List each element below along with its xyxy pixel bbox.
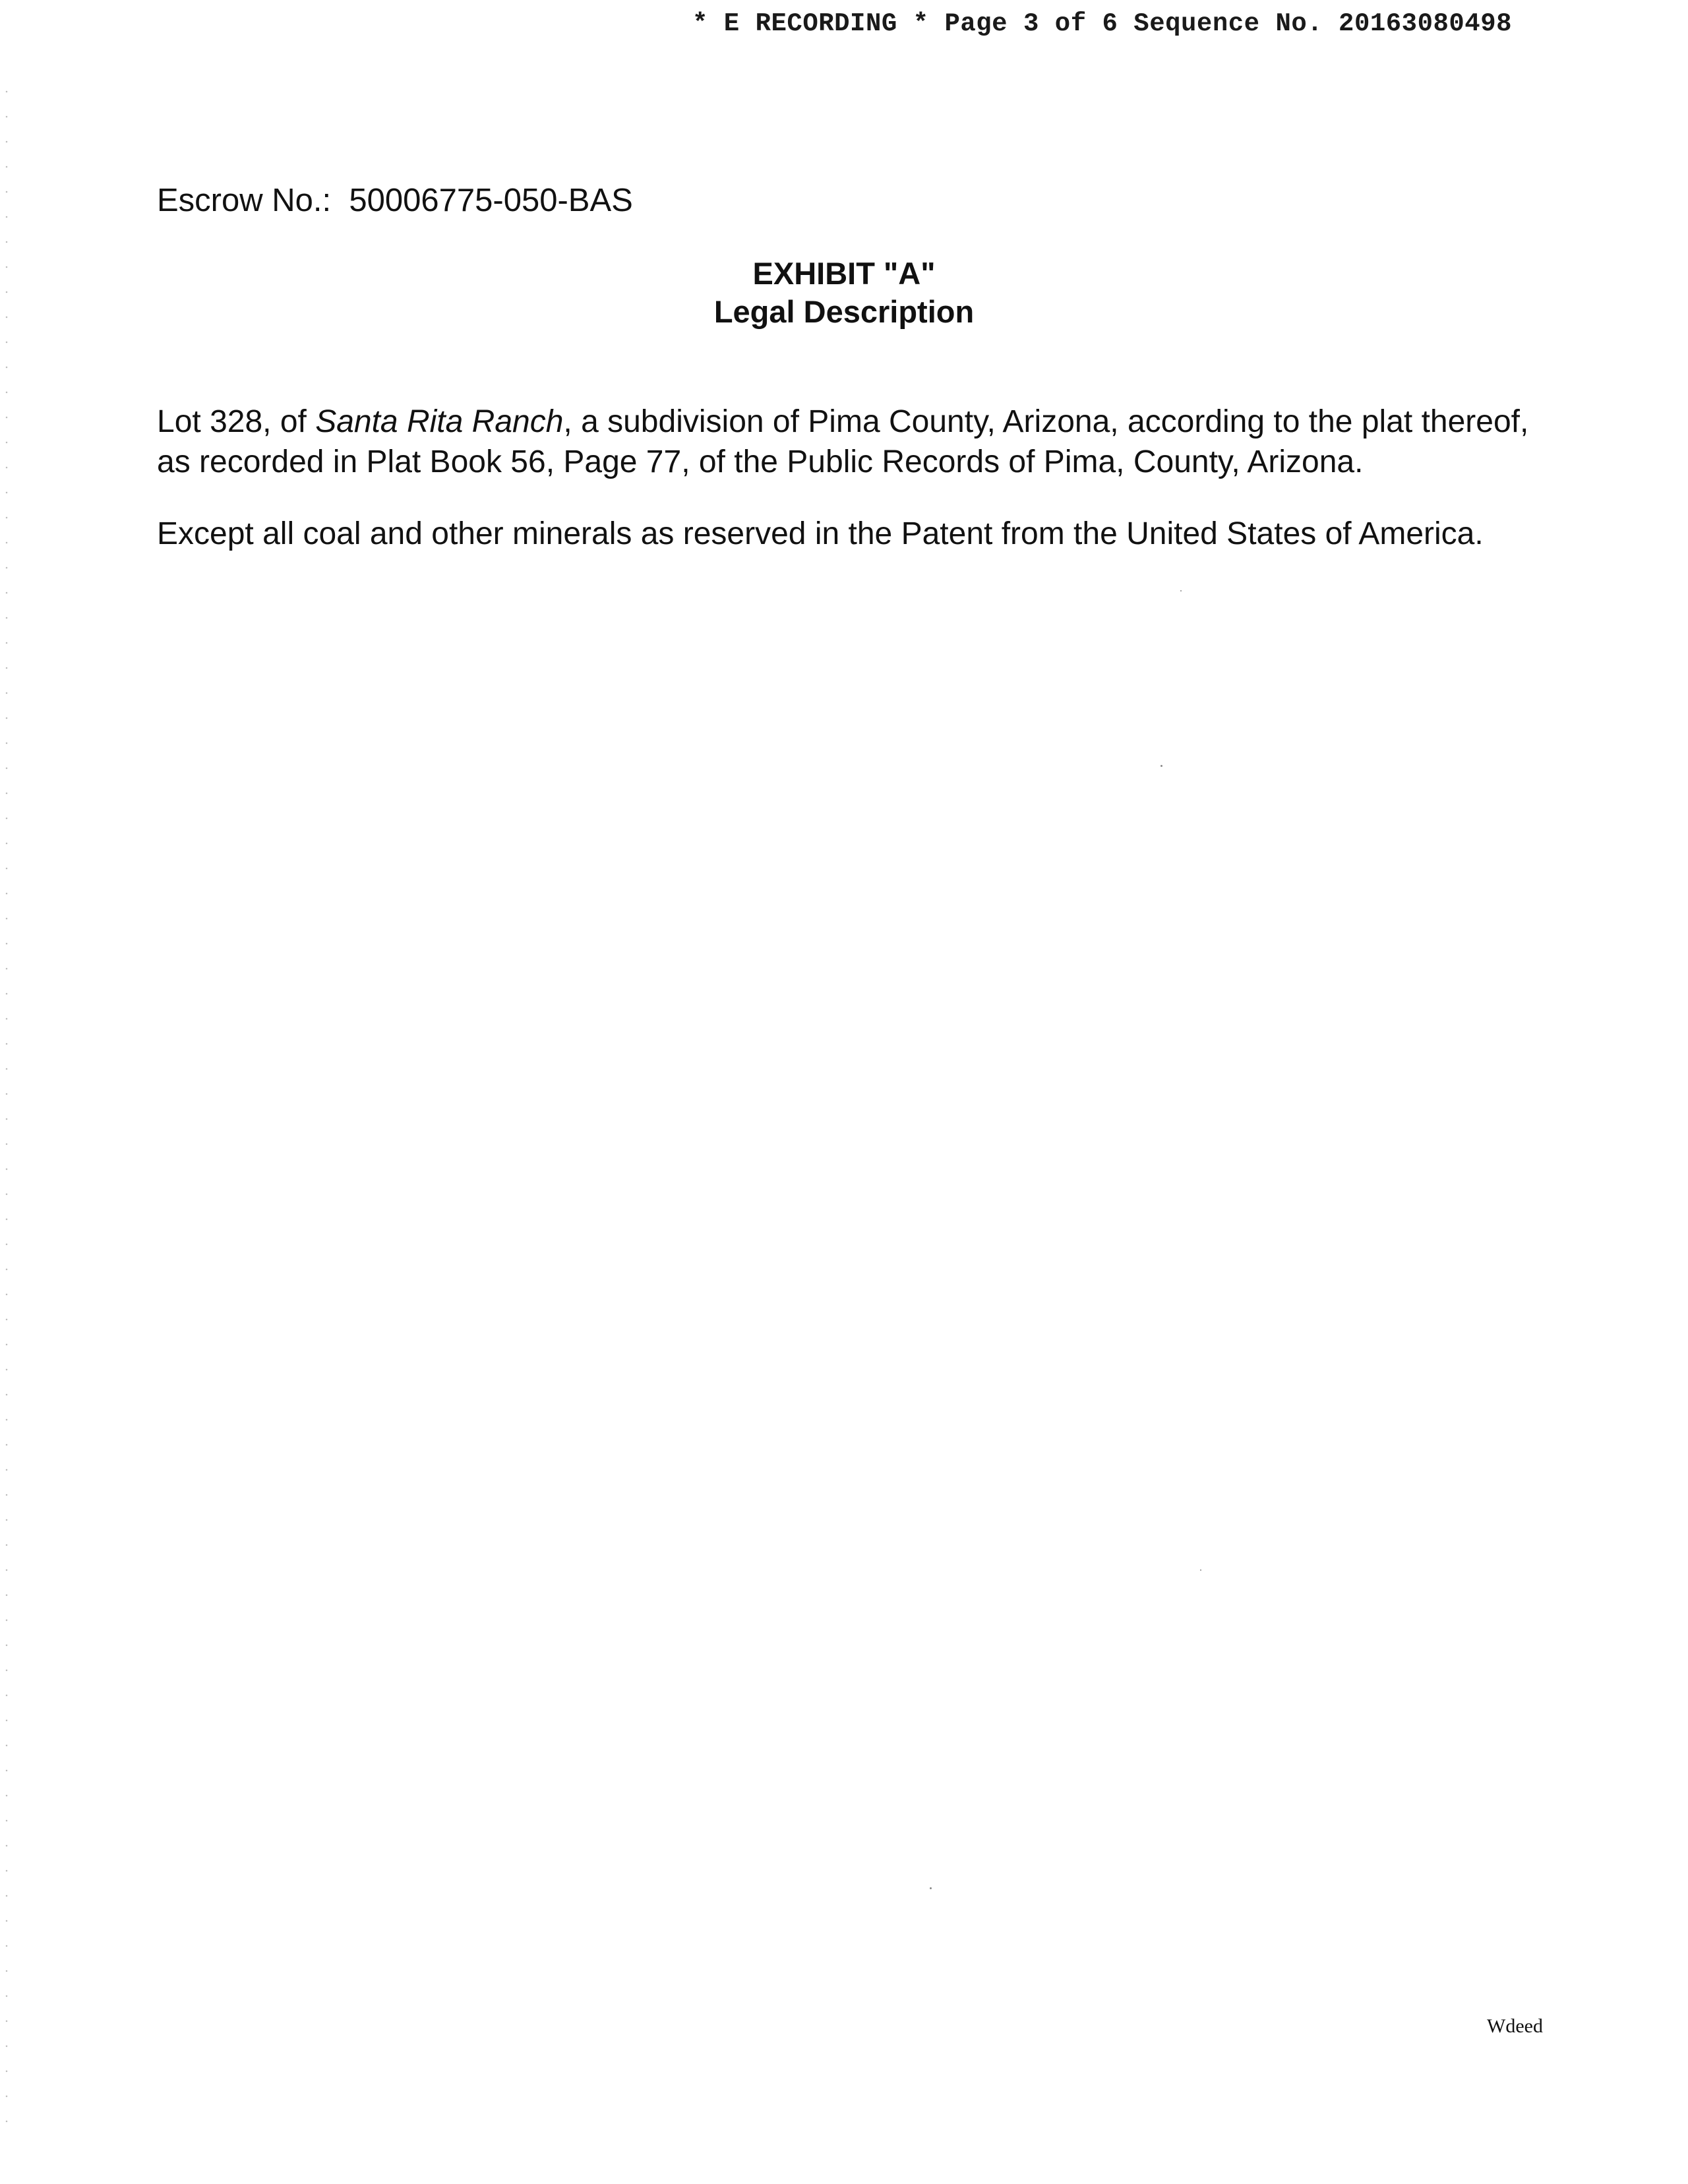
escrow-number: 50006775-050-BAS	[349, 183, 633, 218]
recording-stamp: * E RECORDING * Page 3 of 6 Sequence No. 20163080498	[692, 9, 1512, 38]
subdivision-name: Santa Rita Ranch	[315, 404, 564, 439]
scan-speck	[1200, 1569, 1201, 1571]
scan-speck	[1180, 590, 1182, 592]
scan-speck	[930, 1887, 932, 1889]
exhibit-title: EXHIBIT "A"	[752, 256, 936, 291]
scan-speck	[1160, 765, 1162, 767]
escrow-label: Escrow No.:	[157, 183, 332, 218]
legal-description-paragraph	[157, 402, 1568, 482]
exhibit-subtitle: Legal Description	[713, 294, 975, 329]
plat-reference-text: , a subdivision of Pima County, Arizona, according to the plat thereof, as recorded in Plat Book 56, Page 77, of the Public Records of Pima, County, Arizona.	[157, 404, 1529, 479]
form-code: Wdeed	[1487, 2015, 1543, 2037]
lot-text: Lot 328, of	[157, 404, 316, 439]
exhibit-heading	[0, 255, 1688, 331]
scan-edge-artifact	[5, 79, 8, 2123]
escrow-line	[157, 182, 633, 219]
mineral-reservation-paragraph: Except all coal and other minerals as reserved in the Patent from the United States of America.	[157, 516, 1484, 551]
